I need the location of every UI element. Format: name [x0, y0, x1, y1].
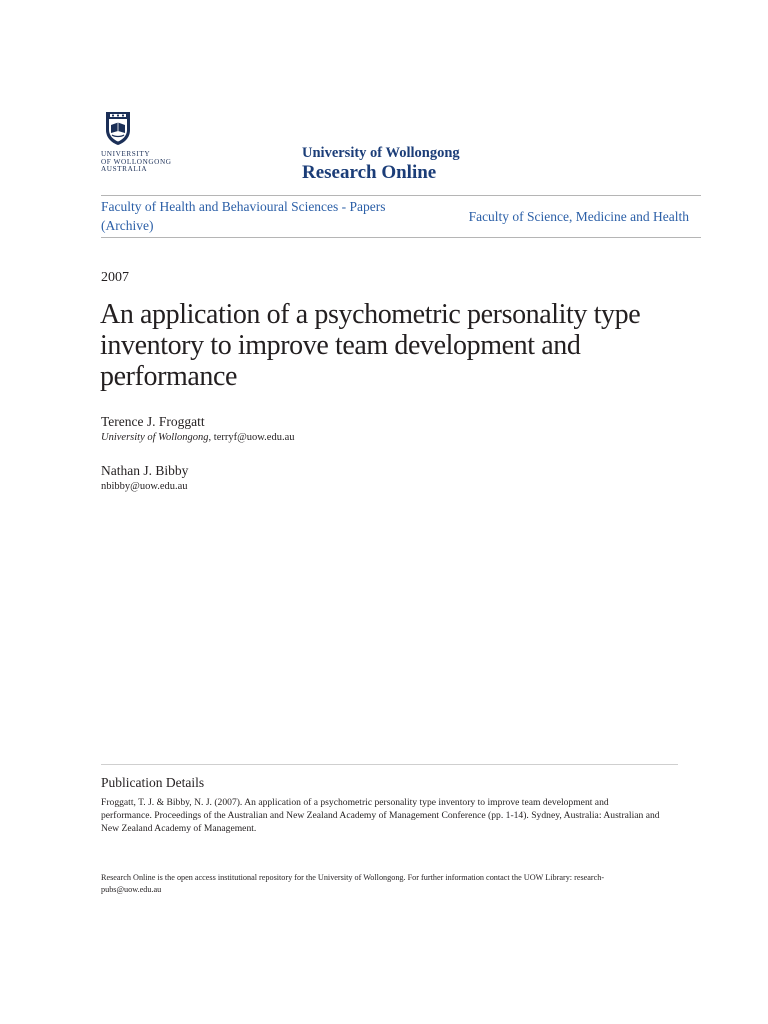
bottom-divider — [101, 237, 701, 238]
author-institution: University of Wollongong — [101, 432, 209, 443]
publication-details-heading: Publication Details — [101, 775, 205, 790]
collection-link-science[interactable]: Faculty of Science, Medicine and Health — [468, 209, 689, 224]
publication-details-text: Froggatt, T. J. & Bibby, N. J. (2007). An application of a psychometric personality type inventory to improve team development and performance. Proceedings of the Australian and New Zealand Academy of Management Conference (pp. 1-14). Sydney, Australia: Australian and New Zealand Academy of Management. — [101, 797, 660, 834]
author-name: Nathan J. Bibby — [101, 463, 189, 478]
logo-line: OF WOLLONGONG — [101, 157, 172, 166]
collection-link-health[interactable]: Faculty of Health and Behavioural Sciences - Papers (Archive) — [101, 199, 386, 233]
repository-header — [302, 145, 460, 184]
university-name: University of Wollongong — [302, 145, 460, 161]
collections-row — [101, 197, 701, 237]
author-affiliation — [101, 431, 295, 445]
author-email[interactable]: , terryf@uow.edu.au — [208, 432, 295, 443]
author-name: Terence J. Froggatt — [101, 414, 205, 429]
university-crest-icon — [104, 110, 132, 146]
logo-line: UNIVERSITY — [101, 150, 151, 158]
logo-line: AUSTRALIA — [101, 165, 148, 174]
uow-logo — [101, 110, 191, 174]
author-email[interactable]: nbibby@uow.edu.au — [101, 481, 188, 492]
top-divider — [101, 195, 701, 196]
repository-footer: Research Online is the open access institutional repository for the University of Wollongong. For further information contact the UOW Library: research-pubs@uow.edu.au — [101, 873, 605, 894]
publication-year: 2007 — [101, 270, 129, 285]
repository-name: Research Online — [302, 162, 437, 183]
logo-wordmark — [101, 151, 191, 174]
publication-divider — [101, 764, 678, 765]
paper-title: An application of a psychometric personality type inventory to improve team development and performance — [100, 299, 641, 392]
